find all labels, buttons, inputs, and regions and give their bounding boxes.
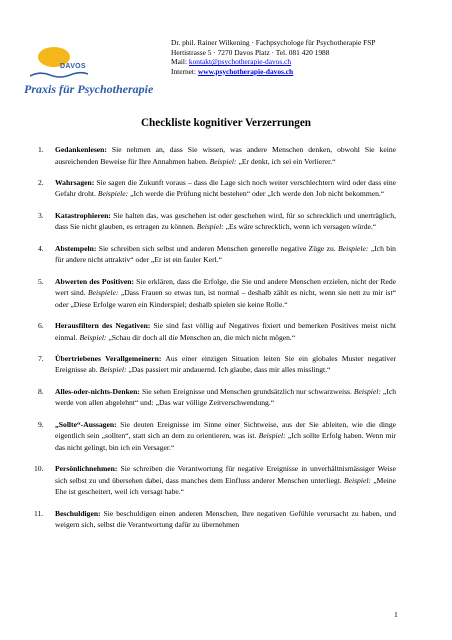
item-text: Sie halten das, was geschehen ist oder geschehen wird, für so schrecklich und unerträglich, dass Sie nicht glauben, es ertragen zu können. xyxy=(55,210,396,232)
item-example-label: Beispiel: xyxy=(196,222,224,232)
item-number: 6. xyxy=(38,320,44,330)
list-item xyxy=(34,463,396,498)
item-number: 9. xyxy=(38,419,44,429)
item-term: Gedankenlesen: xyxy=(55,145,107,154)
item-text: Sie schreiben sich selbst und anderen Menschen generelle negative Züge zu. xyxy=(96,243,339,253)
document-title: Checkliste kognitiver Verzerrungen xyxy=(140,117,312,129)
internet-row xyxy=(171,67,375,77)
mail-link[interactable]: kontakt@psychotherapie-davos.ch xyxy=(188,57,292,67)
item-number: 8. xyxy=(38,386,44,396)
item-text: Sie nehmen an, dass Sie wissen, was andere Menschen denken, obwohl Sie keine ausreichenden Beweise für Ihre Annahmen haben. xyxy=(55,145,396,166)
praxis-logo xyxy=(16,41,156,103)
item-number: 10. xyxy=(34,464,44,474)
item-text: Sie deuten Ereignisse im Sinne einer Sichtweise, aus der Sie ableiten, wie die dinge eigentlich sein „sollten“, statt sich an dem zu orientieren, was ist. xyxy=(55,419,396,441)
list-item xyxy=(38,386,396,409)
list-item xyxy=(38,144,396,167)
item-example-label: Beispiele: xyxy=(338,243,369,253)
item-term: Alles-oder-nichts-Denken: xyxy=(55,386,140,396)
list-item xyxy=(38,177,396,200)
item-example: „Dass Frauen so etwas tun, ist normal – deshalb zählt es nicht, wenn sie nett zu mir ist“ oder „Diese Erfolge waren ein Kinderspiel; deshalb spielen sie keine Rolle.“ xyxy=(55,288,396,309)
list-item xyxy=(38,320,396,343)
item-example-label: Beispiel: xyxy=(343,475,371,485)
list-item xyxy=(38,276,396,311)
item-term: Übertriebenes Verallgemeinern: xyxy=(55,353,162,363)
item-example-label: Beispiele: xyxy=(97,189,129,199)
item-term: Katastrophieren: xyxy=(55,210,111,220)
item-number: 11. xyxy=(34,508,44,518)
item-term: Herausfiltern des Negativen: xyxy=(55,320,151,330)
letterhead-line-1: Dr. phil. Rainer Wilkening · Fachpsychologe für Psychotherapie FSP xyxy=(171,38,376,47)
item-example-label: Beispiele: xyxy=(87,288,119,298)
item-example: „Ich sollte Erfolg haben. Wenn mir das nicht gelingt, bin ich ein Versager.“ xyxy=(55,431,396,452)
item-example-label: Beispiel: xyxy=(209,156,237,166)
page-number: 1 xyxy=(394,610,398,619)
item-example: „Meine Ehe ist gescheitert, weil ich versagt habe.“ xyxy=(55,475,396,497)
item-number: 4. xyxy=(38,243,44,253)
letterhead-line-2: Hertistrasse 5 · 7270 Davos Platz · Tel. 081 420 1988 xyxy=(171,47,330,57)
item-example: „Ich bin für andere nicht attraktiv“ oder „Er ist ein fauler Kerl.“ xyxy=(55,243,396,265)
item-number: 3. xyxy=(38,210,44,220)
item-text: Sie sagen die Zukunft voraus – dass die Lage sich noch weiter verschlechtern wird oder dass eine Gefahr droht. xyxy=(55,177,396,199)
item-term: Abwerten des Positiven: xyxy=(55,276,134,286)
item-term: Persönlichnehmen: xyxy=(55,464,118,474)
item-example: „Schau dir doch all die Menschen an, die mich nicht mögen.“ xyxy=(106,332,296,342)
list-item xyxy=(38,353,396,376)
wave-logo-icon xyxy=(30,71,88,79)
item-text: Sie sind fast völlig auf Negatives fixiert und bemerken Positives meist nicht einmal. xyxy=(55,320,396,342)
item-text: Sie beschuldigen einen anderen Menschen, Ihre negativen Gefühle verursacht zu haben, und weigern sich, selbst die Verantwortung dafür zu übernehmen xyxy=(55,508,396,530)
mail-row xyxy=(171,57,375,67)
website-link[interactable]: www.psychotherapie-davos.ch xyxy=(197,66,294,76)
item-example-label: Beispiel: xyxy=(353,386,381,396)
list-item xyxy=(34,508,396,531)
item-text: Sie sehen Ereignisse und Menschen grundsätzlich nur schwarzweiss. xyxy=(139,386,354,396)
item-number: 2. xyxy=(38,177,44,187)
item-example-label: Beispiel: xyxy=(99,365,127,375)
item-example-label: Beispiel: xyxy=(79,332,107,342)
logo-brand: DAVOS xyxy=(60,63,86,70)
list-item xyxy=(38,210,396,233)
item-number: 5. xyxy=(38,276,44,286)
item-example: „Er denkt, ich sei ein Verlierer.“ xyxy=(236,156,336,166)
item-term: „Sollte“-Aussagen: xyxy=(55,419,117,429)
list-item xyxy=(38,243,396,266)
letterhead xyxy=(171,38,375,76)
mail-label: Mail: xyxy=(171,57,189,67)
item-example-label: Beispiel: xyxy=(258,431,286,441)
logo-title: Praxis für Psychotherapie xyxy=(24,82,154,96)
internet-label: Internet: xyxy=(171,66,198,76)
item-text: Aus einer einzigen Situation leiten Sie ein globales Muster negativer Ereignisse ab. xyxy=(55,353,396,375)
item-text: Sie erklären, dass die Erfolge, die Sie und andere Menschen erzielen, nicht der Rede wert sind. xyxy=(55,276,396,298)
item-example: „Ich werde die Prüfung nicht bestehen“ oder „Ich werde den Job nicht bekommen.“ xyxy=(128,189,385,199)
item-example: „Ich werde von allen abgelehnt“ und: „Das war völlige Zeitverschwendung.“ xyxy=(55,386,396,408)
item-term: Beschuldigen: xyxy=(55,508,101,518)
item-example: „Es wäre schrecklich, wenn ich versagen würde.“ xyxy=(223,222,377,232)
item-number: 1. xyxy=(38,145,44,154)
distortion-list xyxy=(34,144,396,540)
list-item xyxy=(38,419,396,454)
item-number: 7. xyxy=(38,353,44,363)
item-term: Abstempeln: xyxy=(55,243,97,253)
item-example: „Das passiert mir andauernd. Ich glaube, dass mir alles misslingt.“ xyxy=(126,365,331,375)
item-term: Wahrsagen: xyxy=(55,177,95,187)
item-text: Sie schreiben die Verantwortung für negative Ereignisse in unverhältnismässiger Weise sich selbst zu und übersehen dabei, dass manches dem Einfluss anderer Menschen unterliegt. xyxy=(55,464,396,485)
